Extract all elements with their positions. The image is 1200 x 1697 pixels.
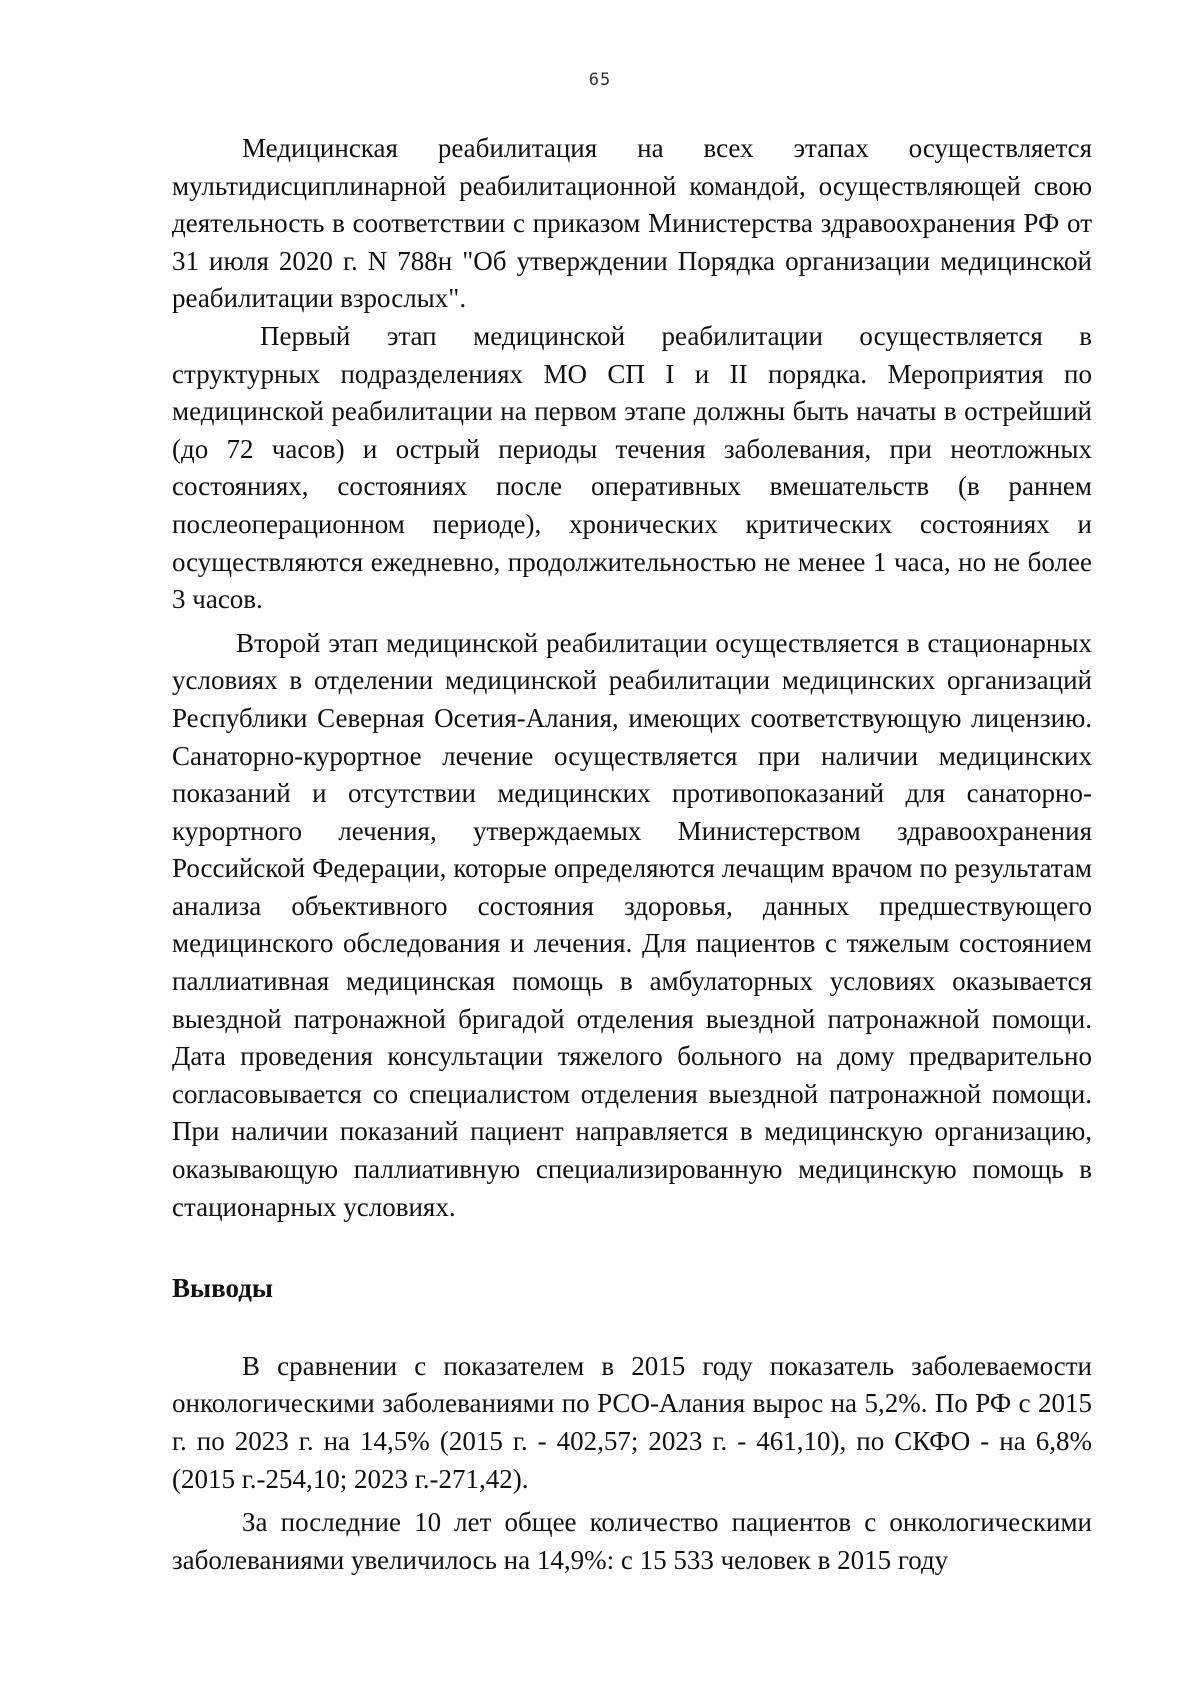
paragraph-first-stage: Первый этап медицинской реабилитации осуществляется в структурных подразделениях МО СП I и II порядка. Мероприятия по медицинской реабилитации на первом этапе должны быть начаты в острейший (до 72 часов) и острый периоды течения заболевания, при неотложных состояниях, состояниях после оперативных вмешательств (в раннем послеоперационном периоде), хронических критических состояниях и осуществляются ежедневно, продолжительностью не менее 1 часа, но не более 3 часов.: [172, 320, 1093, 615]
paragraph-rehabilitation-overview: Медицинская реабилитация на всех этапах осуществляется мультидисциплинарной реабилитационной командой, осуществляющей свою деятельность в соответствии с приказом Министерства здравоохранения РФ от 31 июля 2020 г. N 788н "Об утверждении Порядка организации медицинской реабилитации взрослых".: [172, 133, 1092, 314]
page-number: 65: [588, 70, 612, 90]
paragraph-conclusion-patients: За последние 10 лет общее количество пациентов с онкологическими заболеваниями увеличилось на 14,9%: с 15 533 человек в 2015 году: [172, 1507, 1092, 1575]
document-body: [172, 130, 1092, 1579]
paragraph-second-stage: Второй этап медицинской реабилитации осуществляется в стационарных условиях в отделении медицинской реабилитации медицинских организаций Республики Северная Осетия-Алания, имеющих соответствующую лицензию. Санаторно-курортное лечение осуществляется при наличии медицинских показаний и отсутствии медицинских противопоказаний для санаторно-курортного лечения, утверждаемых Министерством здравоохранения Российской Федерации, которые определяются лечащим врачом по результатам анализа объективного состояния здоровья, данных предшествующего медицинского обследования и лечения. Для пациентов с тяжелым состоянием паллиативная медицинская помощь в амбулаторных условиях оказывается выездной патронажной бригадой отделения выездной патронажной помощи. Дата проведения консультации тяжелого больного на дому предварительно согласовывается со специалистом отделения выездной патронажной помощи. При наличии показаний пациент направляется в медицинскую организацию, оказывающую паллиативную специализированную медицинскую помощь в стационарных условиях.: [172, 627, 1092, 1222]
paragraph-conclusion-incidence: В сравнении с показателем в 2015 году показатель заболеваемости онкологическими заболеваниями по РСО-Алания вырос на 5,2%. По РФ с 2015 г. по 2023 г. на 14,5% (2015 г. - 402,57; 2023 г. - 461,10), по СКФО - на 6,8% (2015 г.-254,10; 2023 г.-271,42).: [172, 1350, 1092, 1494]
conclusions-heading: Выводы: [172, 1273, 273, 1304]
